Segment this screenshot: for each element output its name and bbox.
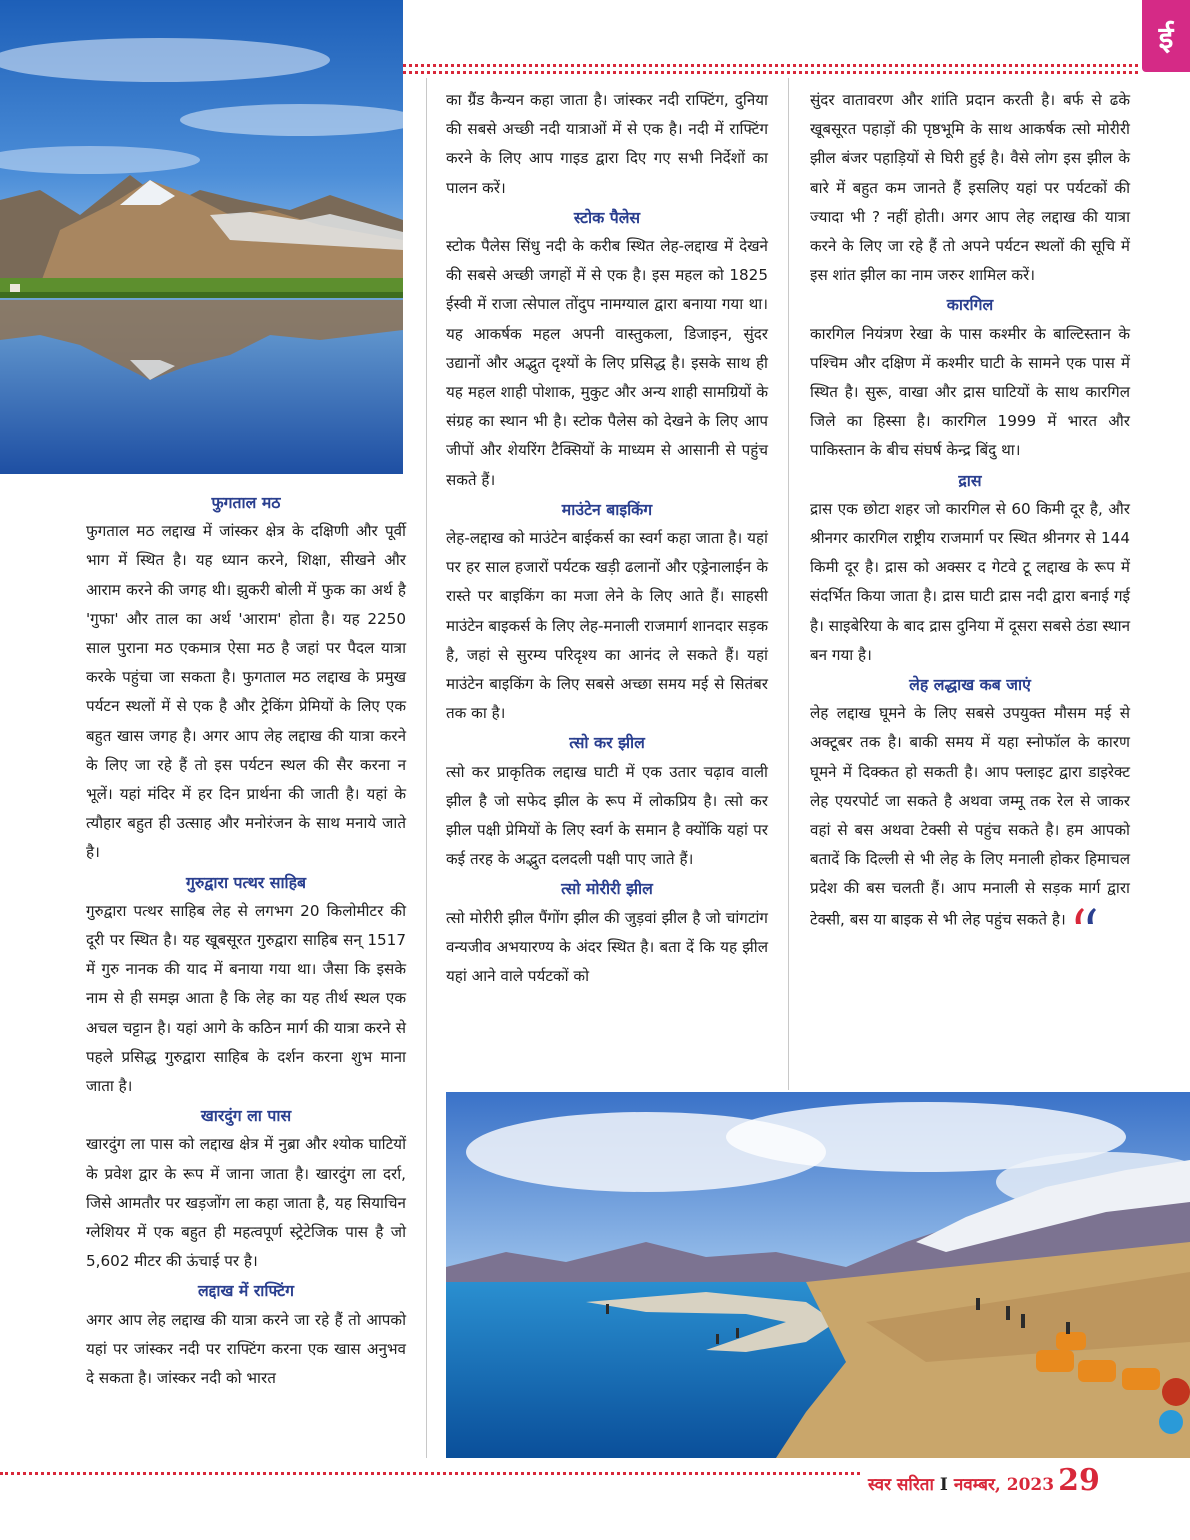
section-body: लेह-लद्दाख को माउंटेन बाईकर्स का स्वर्ग कहा जाता है। यहां पर हर साल हजारों पर्यटक खड़ी ढलानों और एड्रेनालाईन के रास्ते पर बाइकिंग का मजा लेने के लिए आते हैं। साहसी माउंटेन बाइकर्स के लिए लेह-मनाली राजमार्ग शानदार सड़क है, जहां से सुरम्य परिदृश्य का आनंद ले सकते हैं। यहां माउंटेन बाइकिंग के लिए सबसे अच्छा समय मई से सितंबर तक का है। [446,529,768,723]
section-body: स्टोक पैलेस सिंधु नदी के करीब स्थित लेह-लद्दाख में देखने की सबसे अच्छी जगहों में से एक है। इस महल को 1825 ईस्वी में राजा त्सेपाल तोंदुप नामग्याल द्वारा बनाया गया था। यह आकर्षक महल अपनी वास्तुकला, डिजाइन, सुंदर उद्यानों और अद्भुत दृश्यों के लिए प्रसिद्ध है। इसके साथ ही यह महल शाही पोशाक, मुकुट और अन्य शाही सामग्रियों के संग्रह का स्थान भी है। स्टोक पैलेस को देखने के लिए आप जीपों और शेयरिंग टैक्सियों के माध्यम से आसानी से पहुंच सकते हैं। [446,237,768,489]
section-title: द्रास [958,470,982,490]
top-dotted-rule [403,64,1138,74]
section-title: त्सो मोरीरी झील [561,879,653,899]
section-body: त्सो मोरीरी झील पैंगोंग झील की जुड़वां झील है जो चांगटांग वन्यजीव अभयारण्य के अंदर स्थित है। बता दें कि यह झील यहां आने वाले पर्यटकों को [446,908,768,986]
continued-text: सुंदर वातावरण और शांति प्रदान करती है। बर्फ से ढके खूबसूरत पहाड़ों की पृष्ठभूमि के साथ आकर्षक त्सो मोरीरी झील बंजर पहाड़ियों से घिरी हुई है। वैसे लोग इस झील के बारे में बहुत कम जानते हैं इसलिए यहां पर पर्यटकों की ज्यादा भी ? नहीं होती। अगर आप लेह लद्दाख की यात्रा करने के लिए जा रहे हैं तो अपने पर्यटन स्थलों की सूचि में इस शांत झील का नाम जरुर शामिल करें। [810,91,1130,285]
column-1 [86,488,406,1393]
section-body: द्रास एक छोटा शहर जो कारगिल से 60 किमी दूर है, और श्रीनगर कारगिल राष्ट्रीय राजमार्ग पर स्थित श्रीनगर से 144 किमी दूर है। द्रास को अक्सर द गेटवे टू लद्दाख के रूप में संदर्भित किया जाता है। द्रास घाटी द्रास नदी द्वारा बनाई गई है। साइबेरिया के बाद द्रास दुनिया में दूसरा सबसे ठंडा स्थान बन गया है। [810,499,1130,664]
section-body: खारदुंग ला पास को लद्दाख क्षेत्र में नुब्रा और श्योक घाटियों के प्रवेश द्वार के रूप में जाना जाता है। खारदुंग ला दर्रा, जिसे आमतौर पर खड़जोंग ला कहा जाता है, यह सियाचिन ग्लेशियर में एक बहुत ही महत्वपूर्ण स्ट्रेटेजिक पास है जो 5,602 मीटर की ऊंचाई पर है। [86,1135,406,1271]
section-body: त्सो कर प्राकृतिक लद्दाख घाटी में एक उतार चढ़ाव वाली झील है जो सफेद झील के रूप में लोकप्रिय है। त्सो कर झील पक्षी प्रेमियों के लिए स्वर्ग के समान है क्योंकि यहां पर कई तरह के अद्भुत दलदली पक्षी पाए जाते हैं। [446,762,768,869]
column-3 [810,86,1130,936]
page-number: 29 [1058,1463,1100,1498]
issue-date: नवम्बर, 2023 [953,1475,1055,1495]
section-badge [1142,0,1190,72]
section-body: फुगताल मठ लद्दाख में जांस्कर क्षेत्र के दक्षिणी और पूर्वी भाग में स्थित है। यह ध्यान करने, शिक्षा, सीखने और आराम करने की जगह थी। झुकरी बोली में फुक का अर्थ है 'गुफा' और ताल का अर्थ 'आराम' होता है। यह 2250 साल पुराना मठ एकमात्र ऐसा मठ है जहां पर पैदल यात्रा करके पहुंचा जा सकता है। फुगताल मठ लद्दाख के प्रमुख पर्यटन स्थलों में से एक है और ट्रेकिंग प्रेमियों के लिए एक बहुत खास जगह है। अगर आप लेह लद्दाख की यात्रा करने के लिए जा रहे हैं तो इस पर्यटन स्थल की सैर करना न भूलें। यहां मंदिर में हर दिन प्रार्थना की जाती है। यहां के त्यौहार बहुत ही उत्साह और मनोरंजन के साथ मनाये जाते है। [86,522,406,862]
section-title: त्सो कर झील [569,733,645,753]
section-title: माउंटेन बाइकिंग [561,499,653,519]
section-title: लेह लद्धाख कब जाएं [909,675,1031,695]
end-mark-icon [1072,904,1102,936]
column-2 [446,86,768,991]
column-divider [426,78,427,1458]
section-title: गुरुद्वारा पत्थर साहिब [185,872,307,892]
section-title: कारगिल [946,295,994,315]
bottom-dotted-rule [0,1472,860,1475]
column-divider [788,78,789,1090]
section-title: लद्दाख में राफ्टिंग [198,1281,294,1301]
footer-separator: I [939,1475,948,1495]
pangong-lake-photo [446,1092,1190,1458]
section-body: अगर आप लेह लद्दाख की यात्रा करने जा रहे हैं तो आपको यहां पर जांस्कर नदी पर राफ्टिंग करना एक खास अनुभव दे सकता है। जांस्कर नदी को भारत [86,1310,406,1388]
section-body: कारगिल नियंत्रण रेखा के पास कश्मीर के बाल्टिस्तान के पश्चिम और दक्षिण में कश्मीर घाटी के सामने एक पास में स्थित है। सुरू, वाखा और द्रास घाटियों के साथ कारगिल जिले का हिस्सा है। कारगिल 1999 में भारत और पाकिस्तान के बीच संघर्ष केन्द्र बिंदु था। [810,324,1130,460]
section-body: गुरुद्वारा पत्थर साहिब लेह से लगभग 20 किलोमीटर की दूरी पर स्थित है। यह खूबसूरत गुरुद्वारा साहिब सन् 1517 में गुरु नानक की याद में बनाया गया था। जैसा कि इसके नाम से ही समझ आता है कि लेह का यह तीर्थ स्थल एक अचल चट्टान है। यहां आगे के कठिन मार्ग की यात्रा करने से पहले प्रसिद्ध गुरुद्वारा साहिब के दर्शन करना शुभ माना जाता है। [86,901,406,1096]
page-footer [868,1463,1100,1498]
section-title: फुगताल मठ [211,493,281,512]
section-title: खारदुंग ला पास [200,1106,292,1126]
mountain-lake-photo [0,0,403,474]
badge-glyph: ई [1158,20,1174,56]
continued-text: का ग्रैंड कैन्यन कहा जाता है। जांस्कर नदी राफ्टिंग, दुनिया की सबसे अच्छी नदी यात्राओं में से एक है। नदी में राफ्टिंग करने के लिए आप गाइड द्वारा दिए गए सभी निर्देशों का पालन करें। [446,91,768,197]
section-body [810,699,1130,936]
section-body-text: लेह लद्दाख घूमने के लिए सबसे उपयुक्त मौसम मई से अक्टूबर तक है। बाकी समय में यहा स्नोफॉल के कारण घूमने में दिक्कत हो सकती है। आप फ्लाइट द्वारा डाइरेक्ट लेह एयरपोर्ट जा सकते है अथवा जम्मू तक रेल से जाकर वहां से बस अथवा टेक्सी से पहुंच सकते है। हम आपको बतादें कि दिल्ली से भी लेह के लिए मनाली होकर हिमाचल प्रदेश की बस चलती हैं। आप मनाली से सड़क मार्ग द्वारा टेक्सी, बस या बाइक से भी लेह पहुंच सकते है। [810,704,1130,929]
magazine-name: स्वर सरिता [868,1475,934,1495]
section-title: स्टोक पैलेस [573,207,641,227]
